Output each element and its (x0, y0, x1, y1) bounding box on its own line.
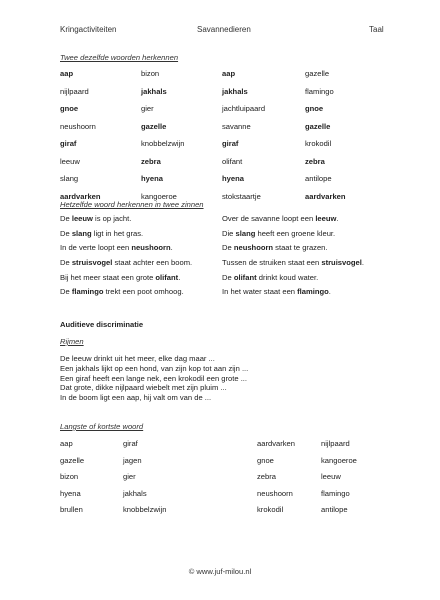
sentence-keyword: olifant (155, 272, 179, 282)
sentence-text: . (170, 243, 173, 253)
sentence-text: . (361, 258, 364, 268)
word-column (257, 438, 295, 521)
sentence-text: De (222, 272, 234, 282)
word-item: gnoe (305, 104, 324, 113)
sentence-keyword: neushoorn (233, 243, 274, 253)
word-item: olifant (222, 156, 243, 166)
rhyme-line: Een jakhals lijkt op een hond, van zijn kop tot aan zijn ... (60, 363, 249, 373)
sentence-keyword: flamingo (297, 287, 329, 297)
sentence-text: is op jacht. (92, 214, 132, 223)
word-item: knobbelzwijn (123, 505, 167, 515)
word-item: neushoorn (60, 121, 96, 131)
word-item: neushoorn (257, 488, 293, 498)
section-title-same-words: Twee dezelfde woorden herkennen (60, 53, 179, 62)
word-item: leeuw (321, 472, 341, 482)
sentence (60, 286, 192, 301)
word-item: antilope (321, 505, 348, 515)
sentence-text: heeft een groene kleur. (255, 228, 336, 238)
word-item: flamingo (321, 488, 350, 498)
sentence-keyword: leeuw (71, 214, 93, 223)
word-item: zebra (141, 156, 161, 166)
word-item: giraf (60, 139, 77, 148)
word-item: aardvarken (60, 191, 101, 201)
section-title-same-word-sentences: Hetzelfde woord herkennen in twee zinnen (60, 200, 204, 209)
header-subject: Taal (369, 25, 384, 34)
word-item: slang (60, 174, 79, 183)
word-item: gazelle (60, 455, 85, 465)
section-subtitle-rhymes: Rijmen (60, 337, 84, 346)
word-item: zebra (305, 156, 325, 166)
sentence-keyword: slang (235, 228, 256, 238)
sentence-text: Over de savanne loopt een (222, 214, 316, 223)
word-column (305, 68, 346, 208)
section-title-auditory: Auditieve discriminatie (60, 320, 144, 329)
word-item: bizon (60, 472, 79, 482)
rhyme-line: Dat grote, dikke nijlpaard wiebelt met zijn pluim ... (60, 383, 227, 393)
rhyme-line: In de boom ligt een aap, hij valt om van de ... (60, 393, 212, 403)
sentence-text: In het water staat een (222, 287, 298, 297)
word-item: antilope (305, 174, 332, 183)
word-item: savanne (222, 121, 251, 131)
sentence-text: De (60, 258, 72, 268)
sentence (222, 213, 364, 228)
word-column (123, 438, 166, 521)
word-item: nijlpaard (321, 439, 350, 448)
header-category: Kringactiviteiten (60, 25, 117, 34)
word-item: jakhals (123, 488, 147, 498)
word-item: giraf (222, 139, 239, 148)
sentence-keyword: struisvogel (71, 258, 113, 268)
word-item: aap (60, 69, 74, 78)
sentence (60, 257, 192, 272)
word-item: jagen (123, 455, 142, 465)
sentence-text: In de verte loopt een (60, 243, 132, 253)
word-column (321, 438, 357, 521)
word-item: kangoeroe (141, 191, 177, 201)
sentence-text: Bij het meer staat een grote (60, 272, 156, 282)
word-item: knobbelzwijn (141, 139, 185, 148)
sentence (222, 272, 364, 287)
sentence-text: drinkt koud water. (256, 272, 319, 282)
word-item: zebra (257, 472, 276, 482)
sentence-text: . (336, 214, 339, 223)
sentence (222, 228, 364, 243)
word-item: jakhals (141, 86, 167, 96)
word-column (222, 68, 265, 208)
word-item: hyena (222, 174, 244, 183)
sentence-text: staat achter een boom. (112, 258, 193, 268)
sentence-text: Die (222, 228, 236, 238)
sentence-text: ligt in het gras. (91, 228, 144, 238)
word-item: brullen (60, 505, 83, 515)
word-item: stokstaartje (222, 191, 261, 201)
word-item: krokodil (305, 139, 332, 148)
rhyme-lines (60, 354, 248, 403)
rhyme-line: Een giraf heeft een lange nek, een krokodil een grote ... (60, 373, 248, 383)
sentence (222, 286, 364, 301)
header-theme: Savannedieren (197, 25, 251, 34)
word-item: gazelle (305, 69, 330, 78)
word-item: aardvarken (305, 191, 346, 201)
word-item: gier (141, 104, 154, 113)
sentence (60, 242, 192, 257)
sentence-keyword: slang (71, 228, 92, 238)
sentence-text: De (60, 228, 72, 238)
word-item: aap (222, 69, 236, 78)
sentence-text: trekt een poot omhoog. (103, 287, 184, 297)
word-item: jakhals (222, 86, 248, 96)
word-item: flamingo (305, 86, 334, 96)
word-column (141, 68, 184, 208)
sentence-keyword: olifant (233, 272, 257, 282)
word-item: jachtluipaard (222, 104, 266, 113)
sentences-left (60, 213, 192, 301)
sentence (60, 228, 192, 243)
sentence-keyword: struisvogel (321, 258, 362, 268)
sentence-text: De (60, 287, 72, 297)
word-item: bizon (141, 69, 160, 78)
sentence (222, 242, 364, 257)
word-item: aardvarken (257, 439, 295, 448)
sentence-text: . (328, 287, 331, 297)
word-column (60, 438, 84, 521)
section-title-longest-shortest: Langste of kortste woord (60, 422, 144, 431)
sentence-text: staat te grazen. (273, 243, 328, 253)
word-item: leeuw (60, 156, 80, 166)
word-item: giraf (123, 439, 138, 448)
word-item: krokodil (257, 505, 284, 515)
rhyme-line: De leeuw drinkt uit het meer, elke dag maar ... (60, 354, 215, 363)
word-column (60, 68, 101, 208)
sentence-text: Tussen de struiken staat een (222, 258, 322, 268)
sentence-keyword: flamingo (71, 287, 104, 297)
word-item: hyena (141, 174, 163, 183)
word-item: gnoe (60, 104, 79, 113)
sentence-keyword: leeuw (315, 214, 337, 223)
sentence-text: . (178, 272, 181, 282)
word-item: gazelle (305, 121, 331, 131)
sentence-keyword: neushoorn (131, 243, 171, 253)
word-item: gier (123, 472, 136, 482)
word-item: gazelle (141, 121, 167, 131)
footer-copyright: © www.juf-milou.nl (188, 567, 252, 576)
word-item: gnoe (257, 455, 274, 465)
word-item: hyena (60, 488, 81, 498)
sentence (222, 257, 364, 272)
sentences-right (222, 213, 364, 301)
word-item: aap (60, 439, 73, 448)
sentence-text: De (222, 243, 234, 253)
sentence (60, 213, 192, 228)
word-item: kangoeroe (321, 455, 357, 465)
sentence-text: De (60, 214, 72, 223)
word-item: nijlpaard (60, 86, 89, 96)
sentence (60, 272, 192, 287)
